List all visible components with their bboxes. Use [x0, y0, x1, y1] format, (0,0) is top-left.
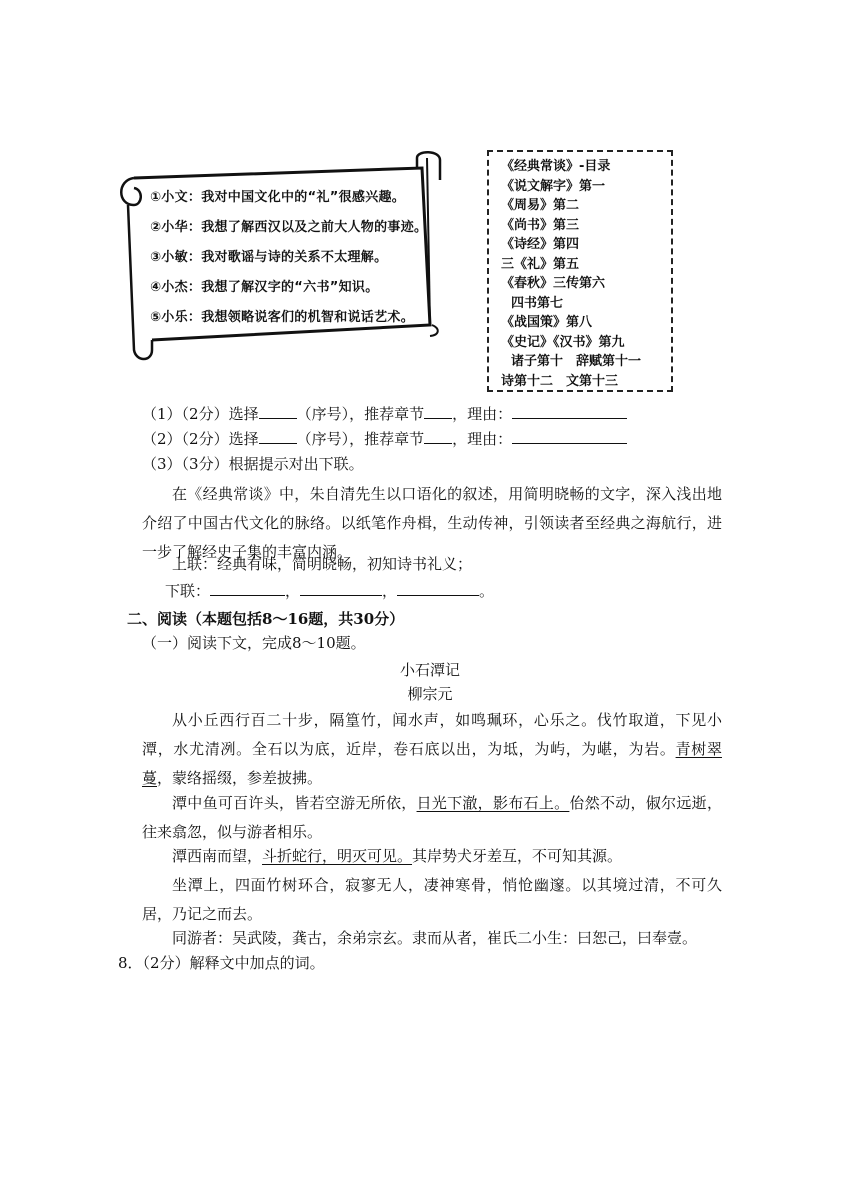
scroll-item: ⑤小乐：我想领略说客们的机智和说话艺术。 [150, 310, 415, 325]
toc-line: 三《礼》第五 [501, 256, 580, 272]
scroll-item: ③小敏：我对歌谣与诗的关系不太理解。 [150, 250, 388, 265]
toc-title: 《经典常谈》-目录 [501, 159, 611, 174]
underlined-phrase: 斗折蛇行，明灭可见。 [262, 847, 413, 865]
answer-blank[interactable] [512, 403, 627, 419]
toc-line: 《尚书》第三 [501, 217, 580, 233]
underlined-phrase: 青树翠蔓 [142, 740, 722, 787]
dotted-character: 然 [584, 794, 600, 812]
answer-blank[interactable] [300, 580, 382, 596]
scroll-item: ①小文：我对中国文化中的“礼”很感兴趣。 [150, 190, 406, 205]
toc-line: 《说文解字》第一 [501, 178, 606, 194]
toc-line: 四书第七 [511, 295, 564, 311]
poem-paragraph-5: 同游者：吴武陵，龚古，余弟宗玄。隶而从者，崔氏二小生：曰恕己，曰奉壹。 [172, 929, 698, 947]
question-2: （2）（2分）选择 （序号），推荐章节 ，理由： [142, 428, 627, 450]
section-subheading: （一）阅读下文，完成8～10题。 [142, 634, 366, 652]
answer-blank[interactable] [512, 428, 627, 444]
question-3: （3）（3分）根据提示对出下联。 [142, 455, 364, 473]
poem-paragraph-2: 潭中鱼可百许头，皆若空游无所依，日光下澈，影布石上。佁然不动，俶尔远逝，往来翕忽，似与游者相乐。 [142, 794, 722, 841]
answer-blank[interactable] [259, 403, 297, 419]
toc-line: 《诗经》第四 [501, 237, 580, 252]
poem-paragraph-4: 坐潭上，四面竹树环合，寂寥无人，凄神寒骨，悄怆幽邃。以其境过清，不可久居，乃记之而去。 [142, 876, 722, 923]
toc-line: 《战国策》第八 [501, 315, 593, 330]
answer-blank[interactable] [397, 580, 479, 596]
question-1: （1）（2分）选择 （序号），推荐章节 ，理由： [142, 403, 627, 425]
answer-blank[interactable] [424, 428, 452, 444]
toc-line: 《周易》第二 [501, 198, 580, 213]
section-heading: 二、阅读（本题包括8～16题，共30分） [127, 610, 405, 628]
toc-box [487, 150, 673, 392]
poem-paragraph-3: 潭西南而望，斗折蛇行，明灭可见。其岸势犬牙差互，不可知其源。 [172, 847, 623, 865]
intro-paragraph: 在《经典常谈》中，朱自清先生以口语化的叙述，用简明晓畅的文字，深入浅出地介绍了中国古代文化的脉络。以纸笔作舟楫，生动传神，引领读者至经典之海航行，进一步了解经史子集的丰富内涵。 [142, 485, 722, 561]
answer-blank[interactable] [259, 428, 297, 444]
answer-blank[interactable] [424, 403, 452, 419]
question-8: 8．（2分）解释文中加点的词。 [118, 954, 325, 972]
scroll-item: ④小杰：我想了解汉字的“六书”知识。 [150, 280, 379, 295]
poem-title: 小石潭记 [399, 661, 460, 679]
underlined-phrase: 日光下澈，影布石上。 [416, 794, 570, 812]
answer-blank[interactable] [210, 580, 285, 596]
toc-line: 《史记》《汉书》第九 [501, 334, 625, 350]
couplet-lower: 下联： ， ， 。 [165, 582, 495, 600]
scroll-items [150, 183, 450, 333]
toc-line: 《春秋》三传第六 [501, 276, 606, 291]
scroll-item: ②小华：我想了解西汉以及之前大人物的事迹。 [150, 220, 428, 235]
poem-author: 柳宗元 [407, 685, 453, 703]
dotted-character: 佁 [569, 794, 585, 812]
toc-line: 诸子第十 辞赋第十一 [511, 354, 642, 369]
couplet-upper: 上联：经典有味，简明晓畅，初知诗书礼义； [172, 555, 473, 573]
toc-line: 诗第十二 文第十三 [501, 373, 619, 389]
poem-paragraph-1: 从小丘西行百二十步，隔篁竹，闻水声，如鸣珮环，心乐之。伐竹取道，下见小潭，水尤清冽。全石以为底，近岸，卷石底以出，为坻，为屿，为嵁，为岩。青树翠蔓，蒙络摇缀，参差披拂。 [142, 711, 722, 787]
scroll-illustration [112, 150, 447, 365]
